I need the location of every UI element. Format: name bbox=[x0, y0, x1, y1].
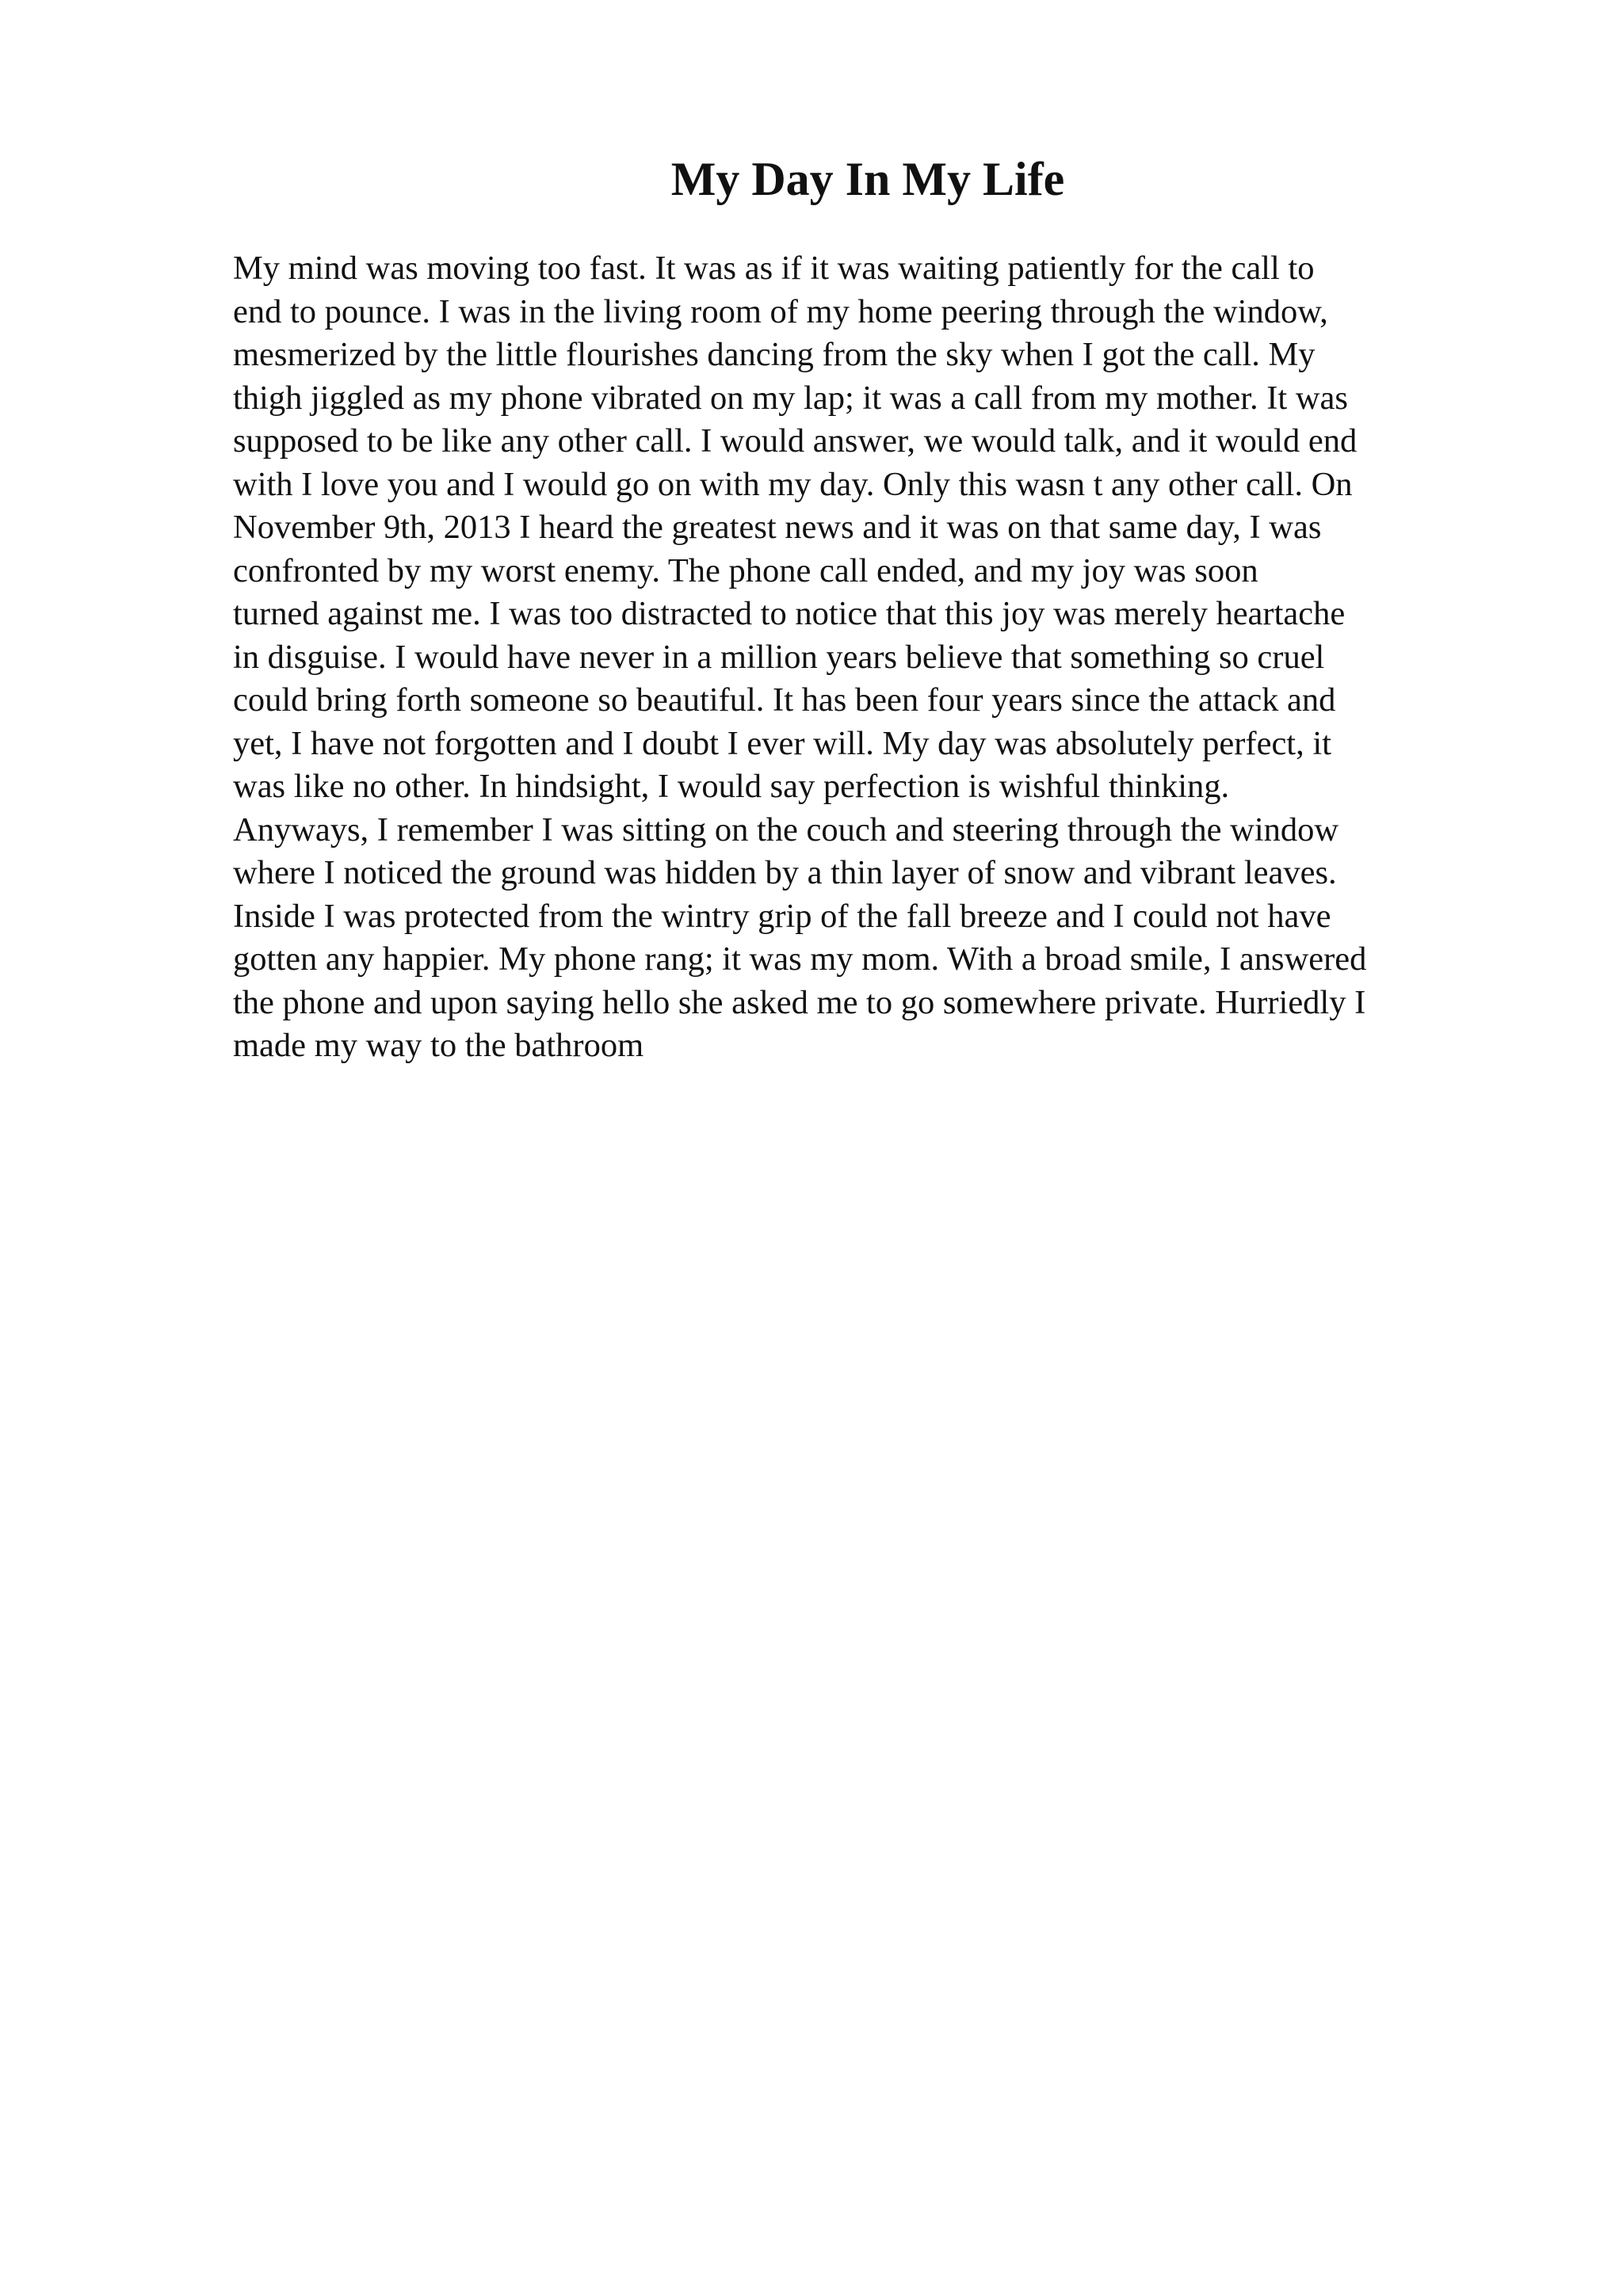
body-line: in disguise. I would have never in a million years believe that something so cruel bbox=[233, 638, 1325, 676]
body-line: the phone and upon saying hello she asked me to go somewhere private. Hurriedly I bbox=[233, 983, 1366, 1021]
body-line: confronted by my worst enemy. The phone call ended, and my joy was soon bbox=[233, 551, 1258, 589]
body-line: turned against me. I was too distracted to notice that this joy was merely heartache bbox=[233, 595, 1346, 632]
body-line: with I love you and I would go on with my day. Only this wasn t any other call. On bbox=[233, 465, 1353, 503]
body-line: gotten any happier. My phone rang; it was my mom. With a broad smile, I answered bbox=[233, 940, 1367, 978]
body-line: thigh jiggled as my phone vibrated on my lap; it was a call from my mother. It was bbox=[233, 379, 1348, 417]
body-line: was like no other. In hindsight, I would say perfection is wishful thinking. bbox=[233, 768, 1230, 805]
body-line: yet, I have not forgotten and I doubt I ever will. My day was absolutely perfect, it bbox=[233, 724, 1331, 762]
body-line: end to pounce. I was in the living room of my home peering through the window, bbox=[233, 292, 1328, 330]
body-line: made my way to the bathroom bbox=[233, 1027, 644, 1064]
document-body bbox=[233, 247, 1517, 1068]
body-line: Inside I was protected from the wintry grip of the fall breeze and I could not have bbox=[233, 897, 1331, 935]
body-line: mesmerized by the little flourishes dancing from the sky when I got the call. My bbox=[233, 336, 1316, 373]
body-line: could bring forth someone so beautiful. It has been four years since the attack and bbox=[233, 681, 1336, 719]
document-title: My Day In My Life bbox=[670, 153, 1065, 205]
body-line: where I noticed the ground was hidden by a thin layer of snow and vibrant leaves. bbox=[233, 854, 1337, 891]
body-line: My mind was moving too fast. It was as if it was waiting patiently for the call to bbox=[233, 250, 1315, 287]
body-line: supposed to be like any other call. I would answer, we would talk, and it would end bbox=[233, 422, 1358, 460]
body-line: November 9th, 2013 I heard the greatest news and it was on that same day, I was bbox=[233, 509, 1322, 546]
body-line: Anyways, I remember I was sitting on the couch and steering through the window bbox=[233, 810, 1339, 849]
